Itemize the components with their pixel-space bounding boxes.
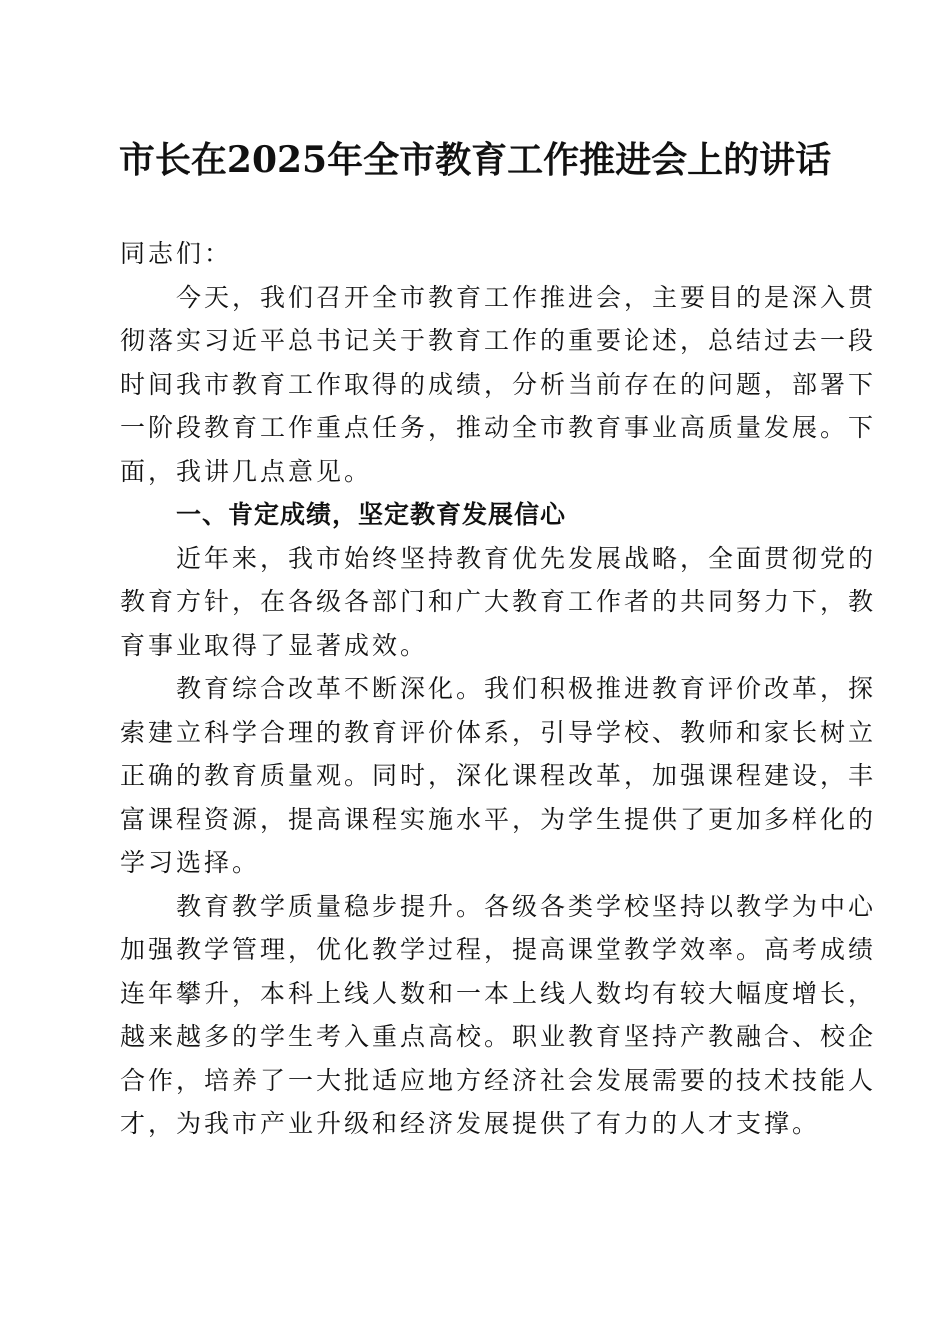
paragraph-3-line-5: 学习选择。 [120, 848, 261, 877]
paragraph-1-line-5: 面，我讲几点意见。 [120, 456, 373, 486]
paragraph-4-line-4: 越来越多的学生考入重点高校。职业教育坚持产教融合、校企 [120, 1022, 877, 1051]
document-body [120, 232, 877, 1146]
paragraph-1-line-3: 时间我市教育工作取得的成绩，分析当前存在的问题，部署下 [120, 369, 877, 399]
paragraph-4-line-2: 加强教学管理，优化教学过程，提高课堂教学效率。高考成绩 [120, 935, 877, 964]
paragraph-3-line-1: 教育综合改革不断深化。我们积极推进教育评价改革，探 [176, 674, 877, 703]
paragraph-4-line-3: 连年攀升，本科上线人数和一本上线人数均有较大幅度增长， [120, 978, 877, 1008]
paragraph-3-line-3: 正确的教育质量观。同时，深化课程改革，加强课程建设，丰 [120, 761, 877, 790]
paragraph-2-line-1: 近年来，我市始终坚持教育优先发展战略，全面贯彻党的 [176, 543, 877, 573]
paragraph-4-line-5: 合作，培养了一大批适应地方经济社会发展需要的技术技能人 [120, 1065, 877, 1095]
paragraph-1-line-4: 一阶段教育工作重点任务，推动全市教育事业高质量发展。下 [120, 413, 877, 442]
paragraph-3-line-2: 索建立科学合理的教育评价体系，引导学校、教师和家长树立 [120, 717, 877, 747]
paragraph-2-line-2: 教育方针，在各级各部门和广大教育工作者的共同努力下，教 [120, 587, 877, 616]
paragraph-4-line-6: 才，为我市产业升级和经济发展提供了有力的人才支撑。 [120, 1109, 821, 1138]
paragraph-1-line-2: 彻落实习近平总书记关于教育工作的重要论述，总结过去一段 [120, 326, 877, 355]
salutation: 同志们： [120, 239, 233, 268]
paragraph-3-line-4: 富课程资源，提高课程实施水平，为学生提供了更加多样化的 [120, 804, 877, 834]
document-title: 市长在2025年全市教育工作推进会上的讲话 [118, 139, 832, 181]
section-heading-1: 一、肯定成绩，坚定教育发展信心 [176, 500, 567, 529]
paragraph-1-line-1: 今天，我们召开全市教育工作推进会，主要目的是深入贯 [176, 282, 877, 312]
paragraph-4-line-1: 教育教学质量稳步提升。各级各类学校坚持以教学为中心 [176, 891, 877, 921]
paragraph-2-line-3: 育事业取得了显著成效。 [120, 630, 429, 660]
